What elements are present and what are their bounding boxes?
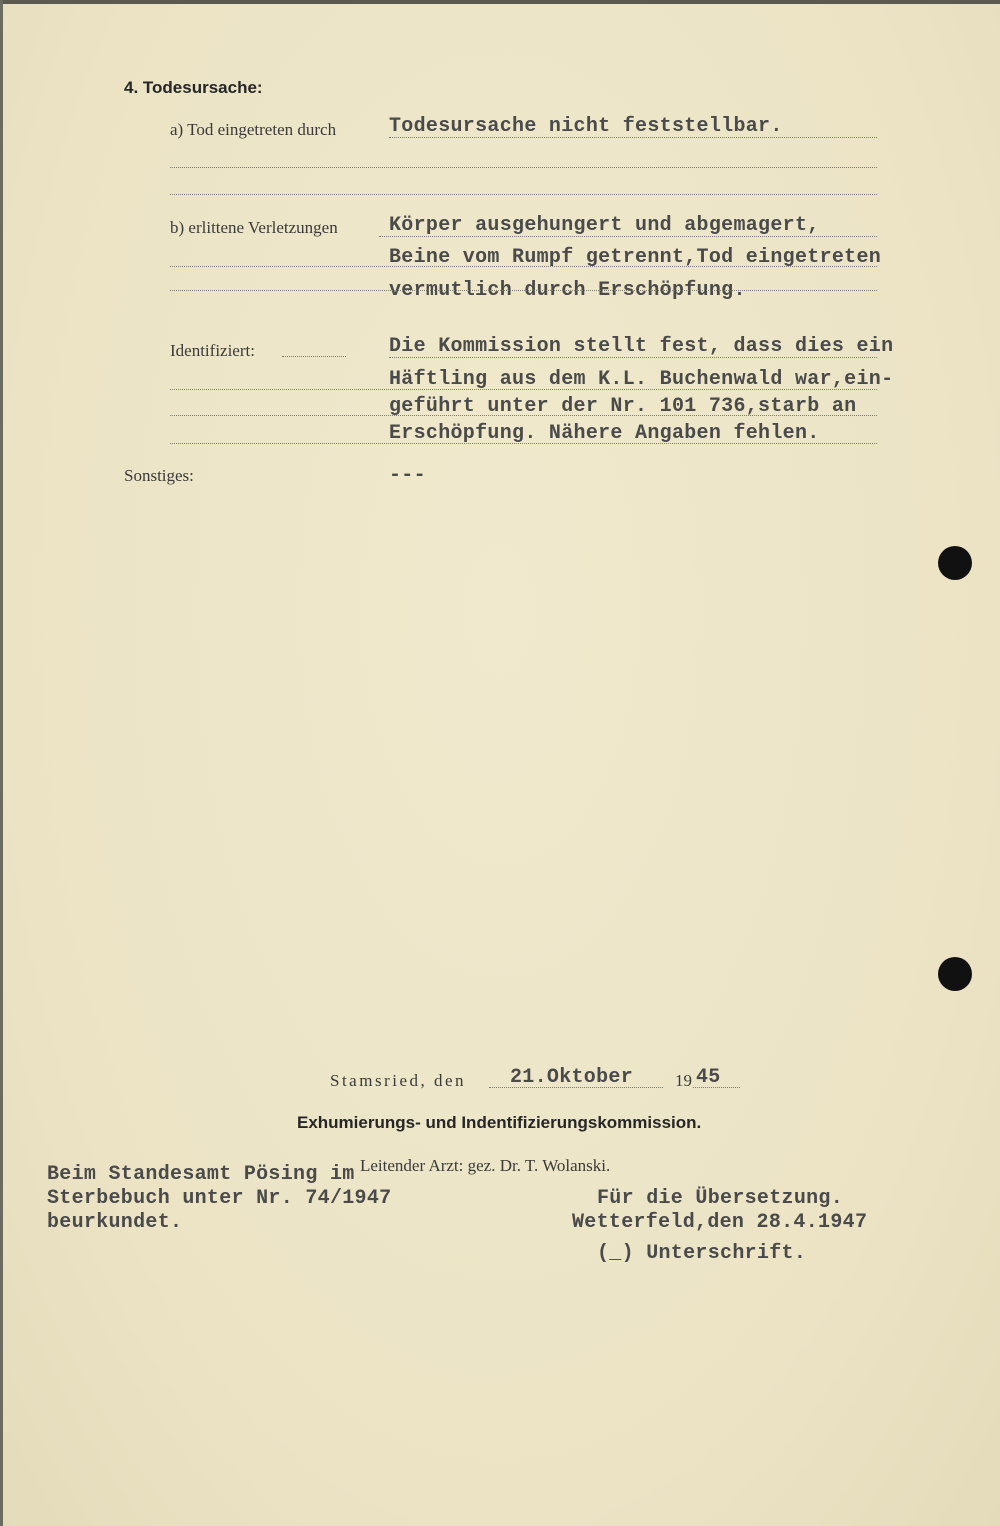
registry-line-2: Sterbebuch unter Nr. 74/1947 bbox=[47, 1187, 392, 1210]
injuries-line-3: vermutlich durch Erschöpfung. bbox=[389, 279, 746, 302]
injuries-label: b) erlittene Verletzungen bbox=[170, 218, 338, 237]
registry-line-3: beurkundet. bbox=[47, 1211, 183, 1234]
identified-dotline-4 bbox=[170, 443, 877, 444]
cause-label: a) Tod eingetreten durch bbox=[170, 120, 337, 139]
punch-hole-lower bbox=[938, 957, 972, 991]
year-suffix: 45 bbox=[696, 1066, 721, 1089]
identified-line-4: Erschöpfung. Nähere Angaben fehlen. bbox=[389, 422, 820, 445]
translation-line-2: Wetterfeld,den 28.4.1947 bbox=[572, 1211, 868, 1234]
commission-title: Exhumierungs- und Indentifizierungskommission. bbox=[297, 1113, 702, 1132]
identified-line-1: Die Kommission stellt fest, dass dies ein bbox=[389, 335, 894, 358]
injuries-line-1: Körper ausgehungert und abgemagert, bbox=[389, 214, 820, 237]
identified-dotline-1 bbox=[389, 357, 877, 358]
injuries-dotline-3 bbox=[170, 290, 877, 291]
other-label: Sonstiges: bbox=[124, 466, 194, 485]
other-value: --- bbox=[389, 464, 426, 487]
injuries-dotline-2 bbox=[170, 266, 877, 267]
year-line bbox=[693, 1087, 740, 1088]
blank-line-2 bbox=[170, 194, 877, 195]
injuries-line-2: Beine vom Rumpf getrennt,Tod eingetreten bbox=[389, 246, 882, 269]
identified-dotline-2 bbox=[170, 389, 877, 390]
identified-dotline-3 bbox=[170, 415, 877, 416]
cause-value: Todesursache nicht feststellbar. bbox=[389, 115, 783, 138]
year-prefix: 19 bbox=[675, 1071, 692, 1090]
identified-label: Identifiziert: bbox=[170, 341, 255, 360]
place-label: Stamsried, den bbox=[330, 1071, 467, 1090]
identified-line-2: Häftling aus dem K.L. Buchenwald war,ein- bbox=[389, 368, 894, 391]
section-heading: 4. Todesursache: bbox=[124, 78, 263, 97]
identified-line-3: geführt unter der Nr. 101 736,starb an bbox=[389, 395, 857, 418]
scan-edge-left bbox=[0, 0, 3, 1526]
date-value: 21.Oktober bbox=[510, 1066, 634, 1089]
translation-line-1: Für die Übersetzung. bbox=[597, 1187, 844, 1210]
registry-line-1: Beim Standesamt Pösing im bbox=[47, 1163, 355, 1186]
scan-edge-top bbox=[0, 0, 1000, 4]
translation-line-3: (_) Unterschrift. bbox=[597, 1242, 807, 1265]
identified-label-dots bbox=[282, 356, 346, 357]
punch-hole-upper bbox=[938, 546, 972, 580]
doctor-signature: Leitender Arzt: gez. Dr. T. Wolanski. bbox=[360, 1156, 611, 1175]
injuries-dotline-1 bbox=[379, 236, 877, 237]
blank-line-1 bbox=[170, 167, 877, 168]
cause-line bbox=[389, 137, 877, 138]
